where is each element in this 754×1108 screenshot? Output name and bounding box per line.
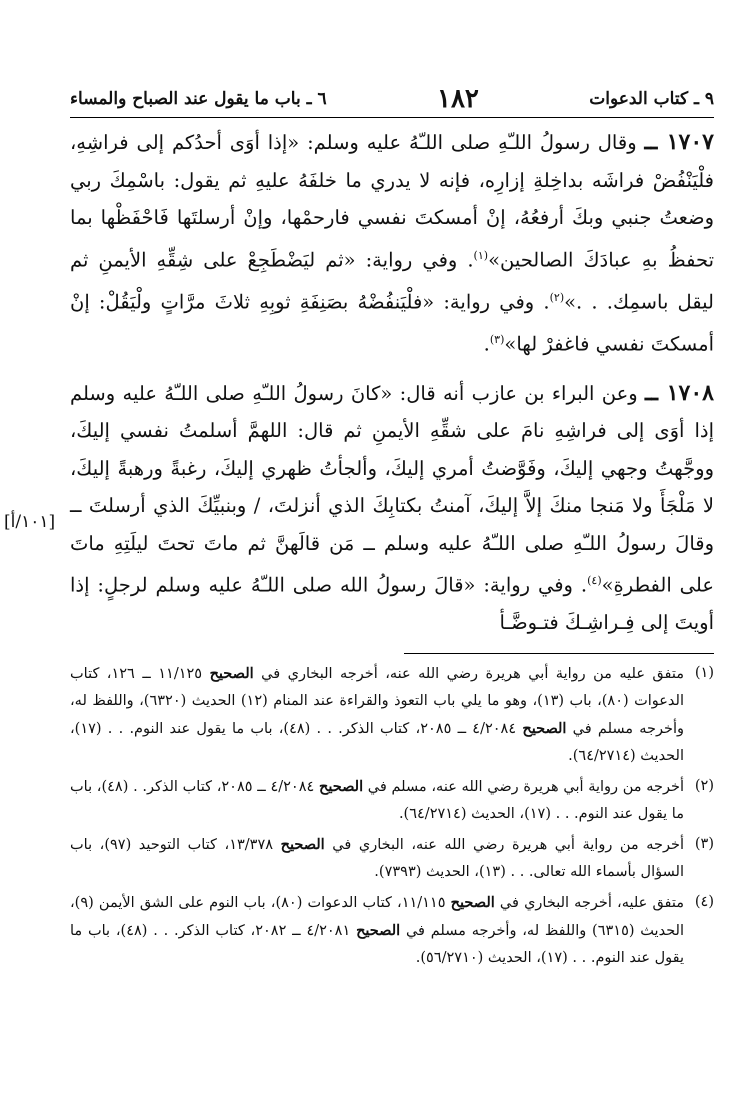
footnote-text-part: ٤/٢٠٨١ ــ ٢٠٨٢، كتاب الذكر. . . (٤٨)، باب ما يقول عند النوم. . . (١٧)، الحديث (٥٦/٢٧١٠). (70, 923, 684, 966)
footnote-text-part: ١١/١١٥، كتاب الدعوات (٨٠)، باب النوم على الشق الأيمن (٩)، الحديث (٦٣١٥) واللفظ له، وأخرجه مسلم في (70, 895, 684, 939)
running-header (70, 84, 714, 114)
footnote-separator (404, 653, 714, 654)
footnote-text (70, 831, 684, 886)
footnote-source: الصحيح (522, 720, 567, 737)
footnotes (70, 660, 714, 975)
footnote-text-part: ٤/٢٠٨٤ ــ ٢٠٨٥، كتاب الذكر. . . (٤٨)، باب ما يقول عند النوم. . . (١٧)، الحديث (٦٤/٢٧١٤). (70, 721, 684, 764)
footnote-text (70, 660, 684, 770)
footnote-text (70, 773, 684, 828)
footnote-source: الصحيح (450, 894, 495, 911)
hadith-paragraph (70, 375, 714, 642)
hadith-text: . وفي رواية: «ثم ليَضْطَجِعْ على شِقِّهِ الأيمنِ ثم ليقل باسمِك. . .» (70, 248, 715, 313)
hadith-text: . وفي رواية: «فلْيَنفُضْهُ بصَنِفَةِ ثوبِهِ ثلاثَ مرَّاتٍ ولْيَقُلْ: إنْ أمسكتَ نفسي فاغفرْ لها» (70, 290, 714, 355)
footnote-ref: (١) (473, 248, 489, 262)
footnote-source: الصحيح (280, 836, 325, 853)
footnote-text-part: ٤/٢٠٨٤ ــ ٢٠٨٥، كتاب الذكر. . (٤٨)، باب ما يقول عند النوم. . . (١٧)، الحديث (٦٤/٢٧١٤). (70, 779, 684, 822)
footnote (70, 889, 714, 972)
footnote (70, 831, 714, 886)
hadith-paragraph (70, 124, 714, 363)
footnote-source: الصحيح (318, 778, 364, 795)
footnote-source: الصحيح (356, 922, 401, 939)
footnote-label: (٢) (694, 778, 714, 794)
manuscript-folio-ref: [١٠١/أ] (4, 512, 56, 532)
footnote-text-part: أخرجه من رواية أبي هريرة رضي الله عنه، البخاري في (324, 837, 684, 853)
hadith-number: ١٧٠٧ ــ (644, 129, 714, 155)
hadith-text: وعن البراء بن عازب أنه قال: «كانَ رسولُ اللـّهِ صلى اللـّهُ عليه وسلم إذا أوَى إلى فراشِهِ نامَ على شقِّهِ الأيمنِ ثم قال: اللهمَّ أسلمتُ نفسي إليكَ، ووجَّهتُ وجهي إليكَ، وفَوَّضتُ أمري إليكَ، وألجأتُ ظهري إليكَ، رغبةً ورهبةً إليكَ، لا مَلْجَأَ ولا مَنجا منكَ إلاَّ إليكَ، آمنتُ بكتابِكَ الذي أنزلتَ، / وبنبيِّكَ الذي أرسلتَ ــ وقالَ رسولُ اللـّهِ صلى اللـّهُ عليه وسلم ــ مَن قالَهنَّ ثم ماتَ تحتَ ليلَتِهِ ماتَ على الفطرةِ» (70, 381, 714, 597)
header-chapter-title: ٦ ـ باب ما يقول عند الصباح والمساء (70, 89, 327, 109)
hadith-text: . وفي رواية: «قالَ رسولُ الله صلى اللـّهُ عليه وسلم لرجلٍ: إذا أويتَ إلى فِـراشِـكَ فتـوضَّـأ (70, 573, 714, 634)
footnote-label: (٣) (694, 836, 714, 852)
footnote-text (70, 889, 684, 972)
hadith-number: ١٧٠٨ ــ (645, 379, 714, 406)
footnote (70, 773, 714, 828)
footnote-ref: (٣) (489, 332, 505, 346)
header-book-title: ٩ ـ كتاب الدعوات (589, 89, 714, 109)
footnote-text-part: ١١/١٢٥ ــ ١٢٦، كتاب الدعوات (٨٠)، باب (١٣)، وهو ما يلي باب التعوذ والقراءة عند المنام (١٢) الحديث (٦٣٢٠)، واللفظ له، وأخرجه مسلم في (70, 666, 685, 737)
main-text (70, 124, 714, 642)
footnote-label: (٤) (694, 894, 714, 910)
header-rule (70, 117, 714, 118)
page-number: ١٨٢ (436, 84, 479, 114)
footnote-text-part: ١٣/٣٧٨، كتاب التوحيد (٩٧)، باب السؤال بأسماء الله تعالى. . . (١٣)، الحديث (٧٣٩٣). (70, 837, 684, 880)
footnote-ref: (٤) (587, 574, 602, 587)
footnote-ref: (٢) (549, 290, 565, 304)
footnote (70, 660, 714, 770)
footnote-text-part: متفق عليه من رواية أبي هريرة رضي الله عنه، أخرجه البخاري في (253, 666, 684, 682)
footnote-label: (١) (694, 665, 714, 681)
footnote-text-part: أخرجه من رواية أبي هريرة رضي الله عنه، مسلم في (363, 779, 684, 795)
footnote-source: الصحيح (209, 665, 254, 682)
footnote-text-part: متفق عليه، أخرجه البخاري في (494, 895, 685, 911)
hadith-text: وقال رسولُ اللـّهِ صلى اللـّهُ عليه وسلم: «إذا أوَى أحدُكم إلى فراشِهِ، فلْيَنْفُضْ فراشَه بداخِلةِ إزارِه، فإنه لا يدري ما خلفَهُ عليهِ ثم يقول: باسْمِكَ ربي وضعتُ جنبي وبكَ أرفعُهُ، إنْ أمسكتَ نفسي فارحمْها، وإنْ أرسلتَها فَاحْفَظْها بما تحفظُ بهِ عبادَكَ الصالحين» (70, 131, 714, 271)
hadith-text: . (483, 332, 490, 355)
